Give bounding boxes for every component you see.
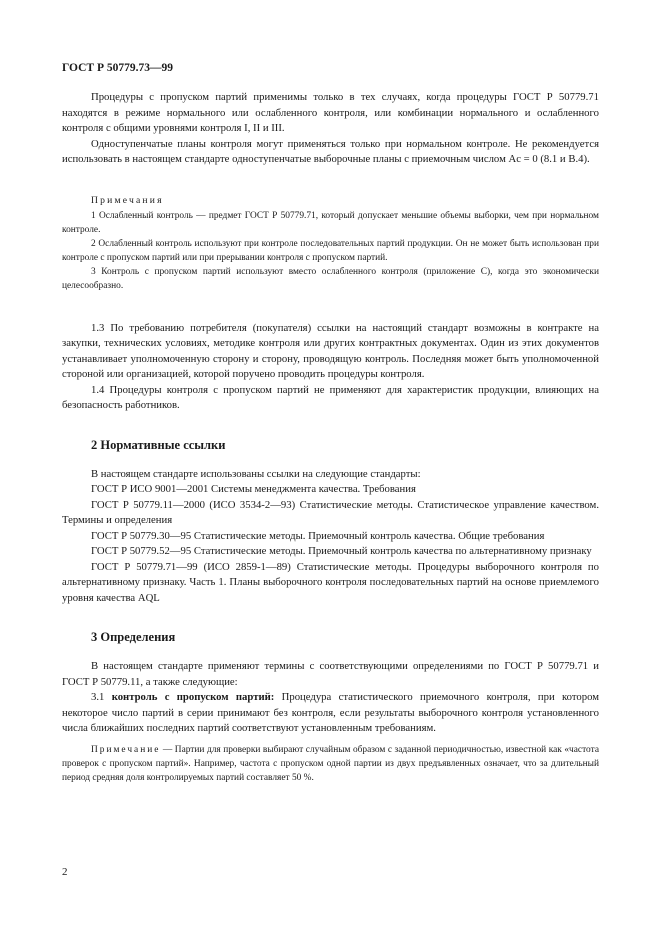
term-definition: Процедура статистического приемочного контроля, при котором некоторое число партий в серии принимают без контроля, если результаты выборочного контроля установленного числа ближайших последних партий соответствуют установленным требованиям.: [62, 691, 599, 734]
clause-1-4: 1.4 Процедуры контроля с пропуском партий не применяют для характеристик продукции, влияющих на безопасность работников.: [62, 383, 599, 411]
note-1: 1 Ослабленный контроль — предмет ГОСТ Р 50779.71, который допускает меньшие объемы выборки, чем при нормальном контроле.: [62, 210, 599, 235]
notes-title: Примечания: [91, 194, 164, 206]
term-name: контроль с пропуском партий:: [111, 691, 275, 703]
note-text: — Партии для проверки выбирают случайным образом с заданной периодичностью, известной как «частота проверок с пропуском партий». Например, частота с пропуском одной партии из двух предъявленных означает, что за длительный период средняя доля контролируемых партий составляет 50 %.: [62, 744, 599, 783]
section-2-lead: В настоящем стандарте использованы ссылки на следующие стандарты:: [91, 467, 421, 480]
note-2: 2 Ослабленный контроль используют при контроле последовательных партий продукции. Он не может быть использован при контроле с пропуском партий или при прерывании контроля с пропуском партий.: [62, 238, 599, 263]
definition-note: [62, 743, 599, 785]
reference-item: ГОСТ Р 50779.30—95 Статистические методы. Приемочный контроль качества. Общие требования: [91, 529, 545, 542]
reference-item: ГОСТ Р ИСО 9001—2001 Системы менеджмента качества. Требования: [91, 483, 416, 495]
document-header: ГОСТ Р 50779.73—99: [62, 62, 173, 74]
intro-paragraph-2: Одноступенчатые планы контроля могут применяться только при нормальном контроле. Не рекомендуется использовать в настоящем стандарте одноступенчатые выборочные планы с приемочным числом Ac = 0 (8.1 и B.4).: [62, 137, 599, 165]
section-2-title: 2 Нормативные ссылки: [91, 437, 226, 452]
section-3-title: 3 Определения: [91, 630, 176, 644]
term-definition-3-1: [62, 690, 599, 737]
reference-item: ГОСТ Р 50779.71—99 (ИСО 2859-1—89) Статистические методы. Процедуры выборочного контроля по альтернативному признаку. Часть 1. Планы выборочного контроля последовательных партий на основе приемлемого уровня качества AQL: [62, 560, 599, 604]
reference-item: ГОСТ Р 50779.11—2000 (ИСО 3534-2—93) Статистические методы. Статистическое управление качеством. Термины и определения: [62, 498, 599, 526]
page-number: 2: [62, 866, 68, 878]
note-label: Примечание: [91, 744, 161, 755]
reference-item: ГОСТ Р 50779.52—95 Статистические методы. Приемочный контроль качества по альтернативному признаку: [91, 545, 592, 557]
term-number: 3.1: [91, 691, 105, 703]
section-3-lead: В настоящем стандарте применяют термины с соответствующими определениями по ГОСТ Р 50779.71 и ГОСТ Р 50779.11, а также следующие:: [62, 660, 599, 688]
note-3: 3 Контроль с пропуском партий используют вместо ослабленного контроля (приложение C), когда это экономически целесообразно.: [62, 266, 599, 291]
clause-1-3: 1.3 По требованию потребителя (покупателя) ссылки на настоящий стандарт возможны в контракте на закупки, технических условиях, методике контроля или других контрактных документах. Один из этих документов устанавливает уполномоченную сторону и сторону, проводящую контроль. Последняя может быть уполномоченной стороной или организацией, которой поручено проводить процедуры контроля.: [62, 321, 599, 380]
intro-paragraph-1: Процедуры с пропуском партий применимы только в тех случаях, когда процедуры ГОСТ Р 50779.71 находятся в режиме нормального или ослабленного контроля, или комбинации нормального и ослабленного контроля с общими уровнями контроля I, II и III.: [62, 91, 599, 134]
